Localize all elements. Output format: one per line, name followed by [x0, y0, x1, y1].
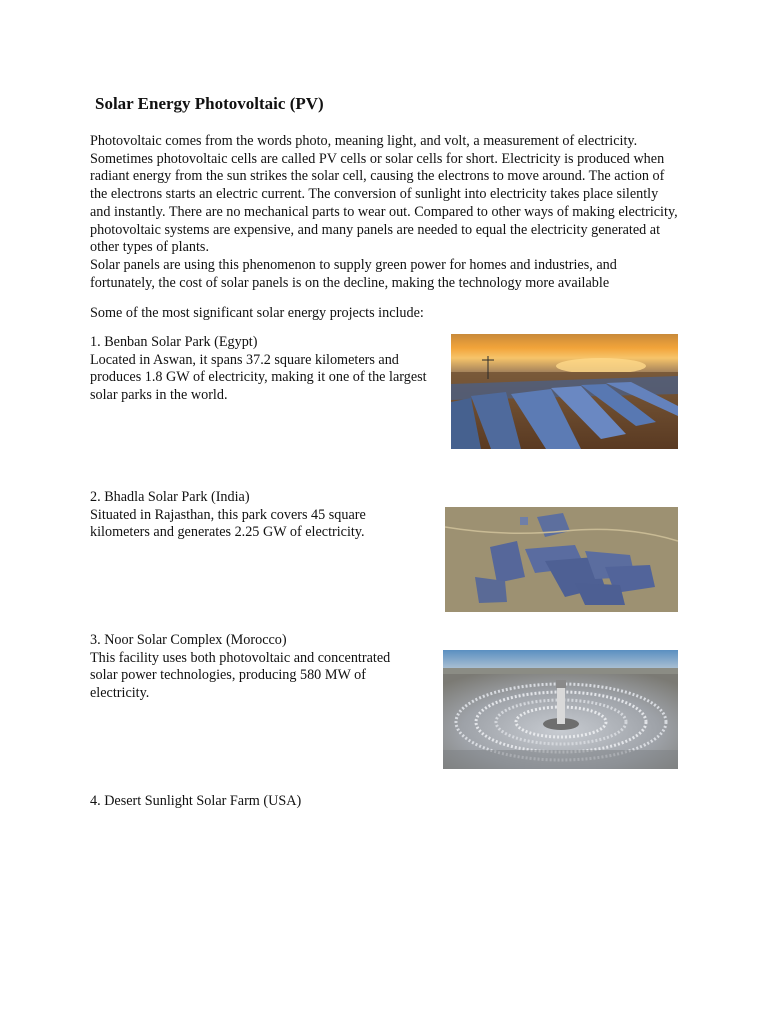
project-description: This facility uses both photovoltaic and concentrated solar power technologies, producing 580 MW of electricity.: [90, 649, 391, 702]
bhadla-solar-park-photo: [445, 507, 678, 612]
project-heading: 2. Bhadla Solar Park (India): [90, 489, 250, 505]
noor-solar-complex-photo: [443, 650, 678, 769]
intro-text: [90, 133, 680, 292]
project-description: Located in Aswan, it spans 37.2 square kilometers and produces 1.8 GW of electricity, making it one of the largest solar parks in the world.: [90, 351, 427, 404]
page-title: Solar Energy Photovoltaic (PV): [95, 94, 324, 113]
project-heading: 4. Desert Sunlight Solar Farm (USA): [90, 793, 302, 809]
project-item: [90, 793, 420, 811]
intro-paragraph: Solar panels are using this phenomenon to supply green power for homes and industries, and fortunately, the cost of solar panels is on the decline, making the technology more available: [90, 256, 617, 291]
project-heading: 3. Noor Solar Complex (Morocco): [90, 632, 287, 648]
project-item: [90, 632, 420, 703]
project-item: [90, 489, 400, 542]
project-heading: 1. Benban Solar Park (Egypt): [90, 334, 258, 350]
intro-paragraph: Photovoltaic comes from the words photo, meaning light, and volt, a measurement of electricity. Sometimes photovoltaic cells are called PV cells or solar cells for short. Electricity is produced when radiant energy from the sun strikes the solar cell, causing the electrons to move around. The action of the electrons starts an electric current. The conversion of sunlight into electricity takes place silently and instantly. There are no mechanical parts to wear out. Compared to other ways of making electricity, photovoltaic systems are expensive, and many panels are needed to equal the electricity generated at other types of plants.: [90, 133, 678, 256]
benban-solar-park-photo: [451, 334, 678, 449]
project-description: Situated in Rajasthan, this park covers 45 square kilometers and generates 2.25 GW of electricity.: [90, 506, 366, 541]
project-item: [90, 334, 430, 405]
projects-lead: Some of the most significant solar energy projects include:: [90, 305, 424, 321]
